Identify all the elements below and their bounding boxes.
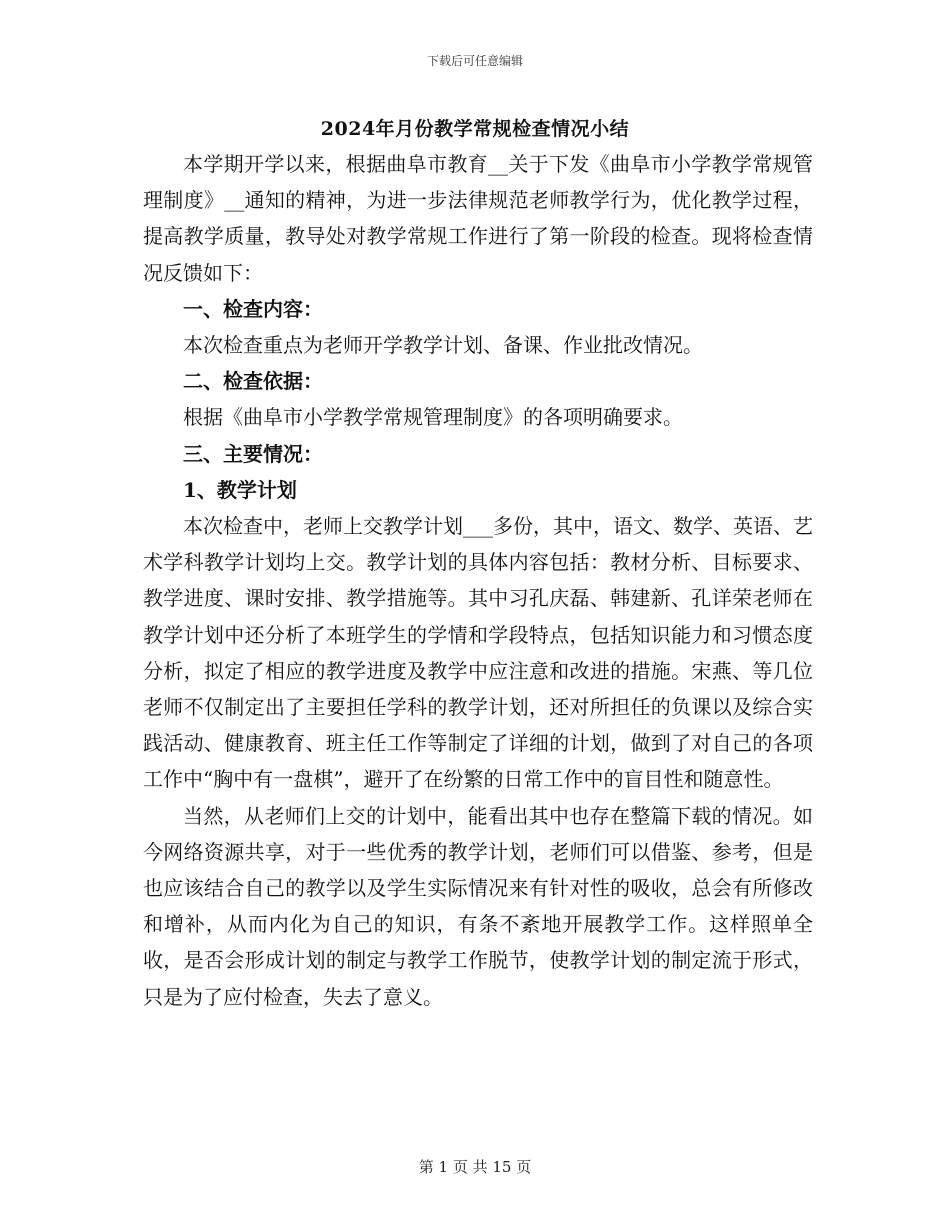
intro-paragraph: 本学期开学以来，根据曲阜市教育__关于下发《曲阜市小学教学常规管理制度》__通知的精神，为进一步法律规范老师教学行为，优化教学过程，提高教学质量，教导处对教学常规工作进行了第一阶段的检查。现将检查情况反馈如下： bbox=[143, 152, 813, 285]
page-footer-number: 第 1 页 共 15 页 bbox=[418, 1158, 532, 1176]
paragraph-inspection-content: 本次检查重点为老师开学教学计划、备课、作业批改情况。 bbox=[183, 333, 703, 358]
paragraph-teaching-plan-issues: 当然，从老师们上交的计划中，能看出其中也存在整篇下载的情况。如今网络资源共享，对于一些优秀的教学计划，老师们可以借鉴、参考，但是也应该结合自己的教学以及学生实际情况来有针对性的吸收，总会有所修改和增补，从而内化为自己的知识，有条不紊地开展教学工作。这样照单全收，是否会形成计划的制定与教学工作脱节，使教学计划的制定流于形式，只是为了应付检查，失去了意义。 bbox=[143, 803, 813, 1009]
section-heading-main-situation: 三、主要情况： bbox=[183, 441, 323, 466]
document-title: 2024年月份教学常规检查情况小结 bbox=[320, 118, 630, 140]
page-header-note: 下载后可任意编辑 bbox=[426, 54, 523, 68]
paragraph-teaching-plan: 本次检查中，老师上交教学计划___多份，其中，语文、数学、英语、艺术学科教学计划均上交。教学计划的具体内容包括：教材分析、目标要求、教学进度、课时安排、教学措施等。其中习孔庆磊、韩建新、孔详荣老师在教学计划中还分析了本班学生的学情和学段特点，包括知识能力和习惯态度分析，拟定了相应的教学进度及教学中应注意和改进的措施。宋燕、等几位老师不仅制定出了主要担任学科的教学计划，还对所担任的负课以及综合实践活动、健康教育、班主任工作等制定了详细的计划，做到了对自己的各项工作中“胸中有一盘棋”，避开了在纷繁的日常工作中的盲目性和随意性。 bbox=[143, 514, 813, 792]
paragraph-inspection-basis: 根据《曲阜市小学教学常规管理制度》的各项明确要求。 bbox=[183, 405, 683, 430]
section-heading-inspection-content: 一、检查内容： bbox=[183, 296, 323, 321]
document-body bbox=[143, 146, 813, 1015]
subsection-heading-teaching-plan: 1、教学计划 bbox=[183, 477, 297, 502]
section-heading-inspection-basis: 二、检查依据： bbox=[183, 369, 323, 394]
